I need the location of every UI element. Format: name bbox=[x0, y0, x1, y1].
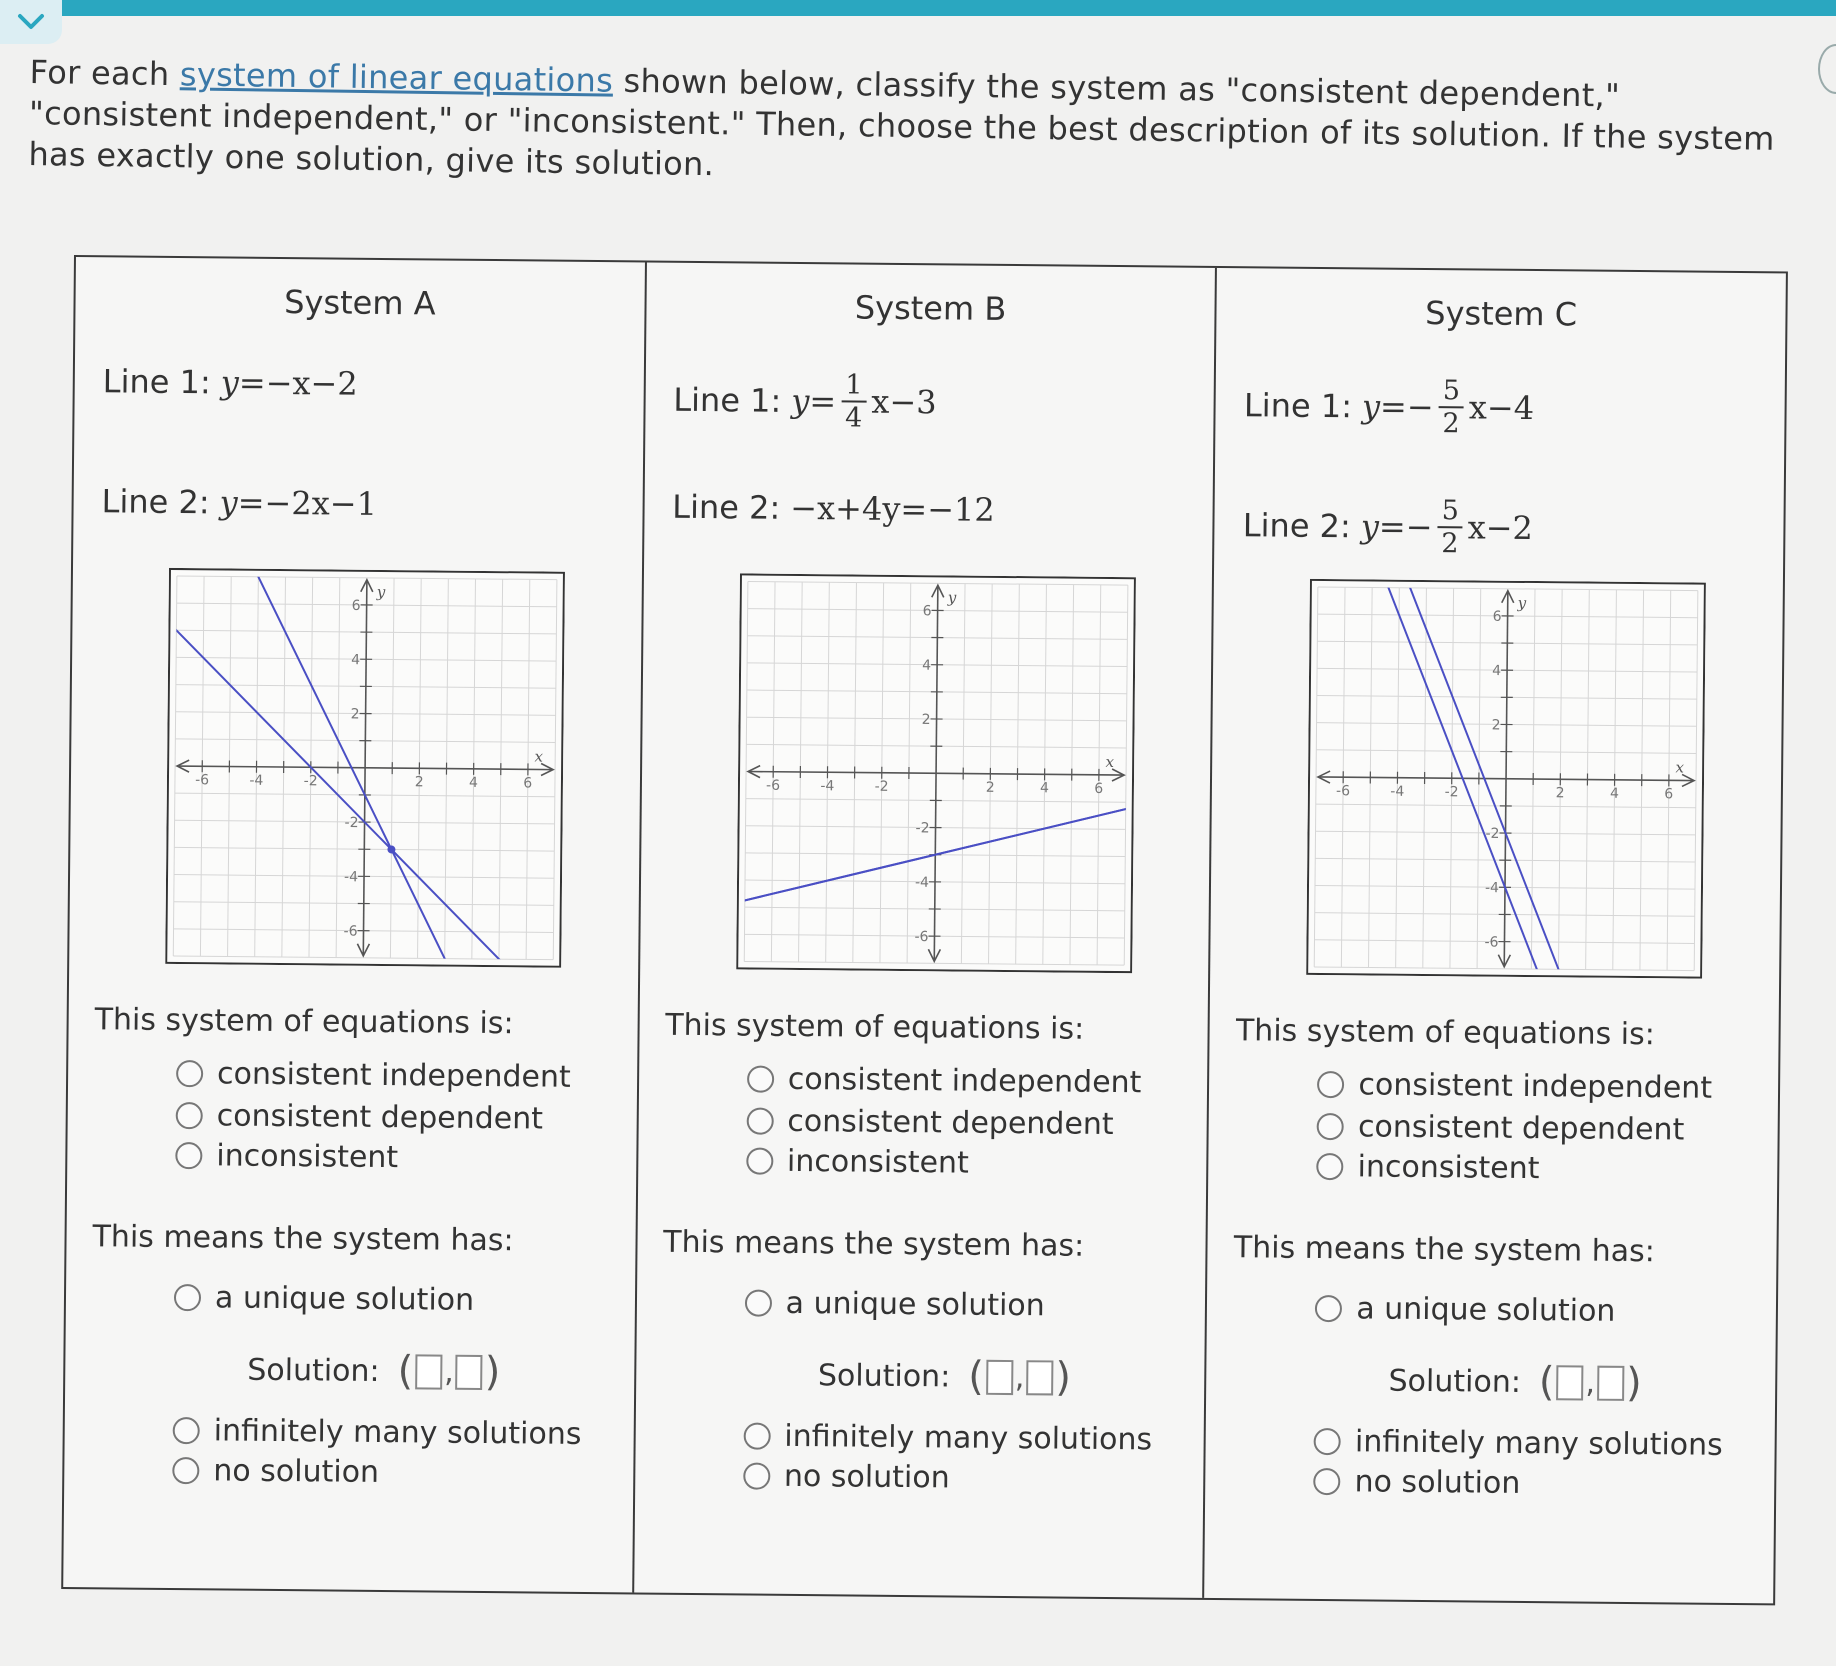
x-tick-label: 6 bbox=[1664, 786, 1674, 803]
y-tick-label: 6 bbox=[1492, 608, 1503, 625]
radio-button[interactable] bbox=[174, 1284, 201, 1311]
line1-lhs: y bbox=[1361, 387, 1381, 426]
line1-equation: Line 1: y = −x−2 bbox=[102, 362, 358, 403]
option-label: infinitely many solutions bbox=[1354, 1424, 1723, 1463]
x-tick-label: -2 bbox=[874, 778, 889, 795]
system-b-graph bbox=[736, 573, 1136, 973]
fraction-denominator: 4 bbox=[844, 402, 863, 434]
option-label: a unique solution bbox=[1356, 1291, 1616, 1329]
line2-lhs: y bbox=[1360, 507, 1380, 546]
radio-button[interactable] bbox=[1314, 1428, 1341, 1455]
option-consistent-independent[interactable] bbox=[176, 1056, 571, 1095]
option-label: inconsistent bbox=[1357, 1149, 1540, 1187]
y-tick-label: 4 bbox=[1492, 663, 1502, 680]
radio-button[interactable] bbox=[172, 1457, 199, 1484]
y-tick-label: 6 bbox=[351, 597, 361, 614]
option-label: inconsistent bbox=[786, 1143, 969, 1181]
system-c-panel bbox=[1205, 268, 1786, 1603]
radio-button[interactable] bbox=[1313, 1468, 1340, 1495]
line2-label: Line 2: bbox=[1242, 506, 1351, 546]
x-tick-label: 6 bbox=[523, 775, 533, 792]
system-title: System C bbox=[1425, 293, 1578, 334]
line2-label: Line 2: bbox=[672, 487, 781, 527]
option-label: a unique solution bbox=[214, 1280, 475, 1318]
close-paren: ) bbox=[1055, 1354, 1072, 1401]
x-tick-label: -6 bbox=[1336, 783, 1351, 800]
option-inconsistent[interactable] bbox=[746, 1143, 969, 1180]
y-tick-label: -6 bbox=[914, 928, 929, 946]
option-consistent-dependent[interactable] bbox=[1317, 1109, 1685, 1148]
option-unique-solution[interactable] bbox=[1315, 1291, 1615, 1329]
y-axis-label: y bbox=[1517, 593, 1527, 612]
option-consistent-dependent[interactable] bbox=[176, 1098, 544, 1137]
y-tick-label: -2 bbox=[1485, 825, 1500, 842]
comma: , bbox=[1585, 1365, 1596, 1401]
negative-sign: − bbox=[1406, 387, 1434, 427]
x-tick-label: -2 bbox=[303, 773, 318, 790]
instructions-text-2: shown below, classify the system as "consistent dependent," "consistent independent," or "inconsistent." Then, choose the best description of its solution. If the system has exactly one solution, give its solution. bbox=[28, 61, 1775, 184]
line2-equation bbox=[672, 488, 995, 529]
x-tick-label: -2 bbox=[1444, 784, 1460, 801]
negative-sign: − bbox=[1405, 507, 1433, 547]
x-tick-label: 4 bbox=[1610, 785, 1620, 802]
line1-label: Line 1: bbox=[1243, 386, 1353, 426]
radio-button[interactable] bbox=[747, 1065, 774, 1092]
option-consistent-independent[interactable] bbox=[1317, 1067, 1712, 1106]
solution-x-input[interactable] bbox=[415, 1354, 442, 1389]
radio-button[interactable] bbox=[176, 1102, 203, 1129]
line1-label: Line 1: bbox=[673, 380, 782, 420]
option-label: infinitely many solutions bbox=[213, 1413, 582, 1452]
y-axis-label: y bbox=[376, 582, 386, 602]
fraction bbox=[1438, 375, 1464, 439]
line2-label: Line 2: bbox=[101, 482, 210, 522]
classification-prompt: This system of equations is: bbox=[665, 1007, 1085, 1047]
fraction-denominator: 2 bbox=[1441, 528, 1459, 560]
option-no-solution[interactable] bbox=[743, 1458, 950, 1495]
line1-lhs: y bbox=[791, 381, 810, 421]
y-tick-label: 4 bbox=[921, 657, 931, 674]
radio-button[interactable] bbox=[173, 1417, 200, 1444]
fraction-numerator: 5 bbox=[1437, 495, 1463, 528]
y-tick-label: -2 bbox=[344, 814, 359, 832]
x-tick-label: -6 bbox=[765, 777, 780, 794]
solution-label: Solution: bbox=[1388, 1363, 1522, 1400]
solution-entry bbox=[247, 1347, 501, 1395]
option-label: no solution bbox=[1354, 1464, 1521, 1501]
option-label: no solution bbox=[213, 1453, 380, 1490]
comma: , bbox=[444, 1354, 454, 1390]
graph-svg bbox=[1306, 579, 1706, 979]
option-label: inconsistent bbox=[216, 1138, 399, 1176]
fraction-numerator: 5 bbox=[1439, 375, 1465, 408]
option-consistent-independent[interactable] bbox=[747, 1061, 1142, 1100]
x-tick-label: 2 bbox=[1555, 785, 1566, 802]
option-infinitely-many[interactable] bbox=[743, 1418, 1152, 1457]
solution-prompt: This means the system has: bbox=[1233, 1230, 1656, 1270]
radio-button[interactable] bbox=[1317, 1153, 1344, 1180]
instructions bbox=[28, 52, 1810, 201]
radio-button[interactable] bbox=[743, 1462, 770, 1489]
y-axis-label: y bbox=[947, 588, 956, 607]
option-unique-solution[interactable] bbox=[744, 1285, 1044, 1323]
y-tick-label: 2 bbox=[1491, 717, 1501, 734]
option-consistent-dependent[interactable] bbox=[746, 1103, 1114, 1142]
x-axis-label: x bbox=[1105, 752, 1114, 772]
close-paren: ) bbox=[1625, 1359, 1642, 1407]
x-tick-label: 4 bbox=[468, 774, 479, 791]
line2-equation: Line 2: y = −2x−1 bbox=[101, 482, 378, 523]
line2-equation: Line 2: y = − $\frac{5}{2}$ x−2 bbox=[1242, 495, 1534, 560]
x-tick-label: 6 bbox=[1093, 780, 1103, 797]
line1-label: Line 1: bbox=[102, 362, 211, 402]
radio-button[interactable] bbox=[743, 1422, 770, 1449]
option-inconsistent[interactable] bbox=[175, 1138, 398, 1175]
option-label: consistent independent bbox=[1358, 1067, 1713, 1106]
line2-expr: −2x−1 bbox=[264, 483, 378, 523]
classification-prompt: This system of equations is: bbox=[94, 1002, 514, 1042]
line1-lhs: y bbox=[220, 363, 240, 402]
system-title: System A bbox=[284, 283, 436, 323]
side-handle[interactable] bbox=[1818, 44, 1836, 94]
instructions-text-1: For each bbox=[29, 52, 181, 94]
option-label: consistent independent bbox=[216, 1056, 571, 1095]
x-tick-label: 2 bbox=[985, 779, 995, 796]
y-tick-label: 4 bbox=[351, 652, 361, 669]
y-tick-label: -4 bbox=[1485, 880, 1500, 897]
line2-expr: −x+4y=−12 bbox=[790, 488, 995, 529]
solution-label: Solution: bbox=[817, 1357, 951, 1394]
fraction-numerator: 1 bbox=[841, 369, 867, 402]
option-inconsistent[interactable] bbox=[1316, 1149, 1539, 1186]
option-label: no solution bbox=[783, 1458, 950, 1496]
system-a-panel bbox=[63, 257, 646, 1592]
system-title: System B bbox=[854, 288, 1007, 328]
line2-lhs: y bbox=[219, 483, 238, 522]
y-tick-label: 2 bbox=[921, 711, 931, 728]
x-tick-label: -4 bbox=[249, 772, 264, 789]
radio-button[interactable] bbox=[1317, 1071, 1344, 1098]
x-tick-label: 4 bbox=[1039, 780, 1049, 797]
y-tick-label: -4 bbox=[914, 874, 929, 891]
system-a-graph bbox=[165, 568, 565, 968]
graph-svg bbox=[736, 573, 1136, 973]
option-label: infinitely many solutions bbox=[784, 1418, 1153, 1458]
intersection-point bbox=[387, 845, 395, 853]
system-c-graph bbox=[1306, 579, 1706, 979]
radio-button[interactable] bbox=[746, 1147, 773, 1174]
line1-expr: x−3 bbox=[871, 382, 937, 422]
fraction bbox=[1437, 495, 1463, 559]
line1-expr: x−4 bbox=[1468, 388, 1535, 428]
system-b-panel bbox=[634, 262, 1217, 1597]
x-tick-label: 2 bbox=[414, 774, 424, 791]
systems-table bbox=[61, 255, 1788, 1605]
line1-equation: Line 1: y = $\frac{1}{4}$ x−3 bbox=[673, 369, 937, 434]
line1-expr: −x−2 bbox=[265, 363, 358, 403]
option-label: a unique solution bbox=[785, 1285, 1045, 1324]
x-axis-label: x bbox=[1675, 758, 1685, 777]
open-paren: ( bbox=[1538, 1359, 1555, 1406]
solution-y-input[interactable] bbox=[456, 1354, 483, 1389]
comma: , bbox=[1014, 1359, 1025, 1395]
close-paren: ) bbox=[484, 1348, 501, 1396]
option-no-solution[interactable] bbox=[172, 1453, 379, 1490]
open-paren: ( bbox=[397, 1348, 414, 1395]
solution-entry bbox=[1388, 1358, 1642, 1406]
collapse-button[interactable] bbox=[0, 0, 62, 44]
classification-prompt: This system of equations is: bbox=[1235, 1013, 1655, 1053]
radio-button[interactable] bbox=[745, 1289, 772, 1316]
top-accent-bar bbox=[0, 0, 1836, 16]
solution-y-input[interactable] bbox=[1597, 1365, 1624, 1400]
y-tick-label: 6 bbox=[922, 603, 932, 620]
solution-x-input[interactable] bbox=[986, 1359, 1013, 1394]
open-paren: ( bbox=[968, 1353, 985, 1400]
option-label: consistent independent bbox=[787, 1061, 1142, 1101]
chevron-down-icon bbox=[16, 12, 46, 32]
x-tick-label: -4 bbox=[1390, 783, 1405, 800]
option-infinitely-many[interactable] bbox=[173, 1413, 582, 1452]
option-infinitely-many[interactable] bbox=[1314, 1424, 1723, 1463]
glossary-link[interactable]: system of linear equations bbox=[179, 55, 614, 100]
option-label: consistent dependent bbox=[216, 1098, 544, 1137]
radio-button[interactable] bbox=[1315, 1295, 1342, 1322]
option-no-solution[interactable] bbox=[1313, 1464, 1520, 1501]
option-label: consistent dependent bbox=[787, 1103, 1114, 1143]
solution-x-input[interactable] bbox=[1556, 1365, 1583, 1400]
y-tick-label: 2 bbox=[350, 706, 360, 723]
y-tick-label: -2 bbox=[915, 820, 930, 837]
option-label: consistent dependent bbox=[1357, 1109, 1685, 1148]
x-tick-label: -4 bbox=[819, 778, 835, 795]
x-axis-label: x bbox=[534, 747, 544, 766]
solution-entry bbox=[818, 1352, 1072, 1400]
solution-y-input[interactable] bbox=[1026, 1360, 1053, 1395]
fraction-denominator: 2 bbox=[1442, 408, 1460, 440]
radio-button[interactable] bbox=[176, 1060, 203, 1087]
radio-button[interactable] bbox=[746, 1107, 773, 1134]
line2-expr: x−2 bbox=[1467, 508, 1534, 548]
y-tick-label: -6 bbox=[343, 923, 358, 940]
solution-prompt: This means the system has: bbox=[663, 1224, 1085, 1264]
graph-svg bbox=[165, 568, 565, 968]
solution-label: Solution: bbox=[247, 1352, 380, 1389]
y-tick-label: -6 bbox=[1484, 934, 1499, 951]
fraction bbox=[841, 369, 867, 433]
radio-button[interactable] bbox=[1317, 1113, 1344, 1140]
radio-button[interactable] bbox=[175, 1142, 202, 1169]
solution-prompt: This means the system has: bbox=[92, 1219, 514, 1259]
y-tick-label: -4 bbox=[343, 869, 359, 886]
line1-equation: Line 1: y = − $\frac{5}{2}$ x−4 bbox=[1243, 375, 1535, 440]
option-unique-solution[interactable] bbox=[174, 1280, 474, 1318]
x-tick-label: -6 bbox=[195, 772, 210, 789]
